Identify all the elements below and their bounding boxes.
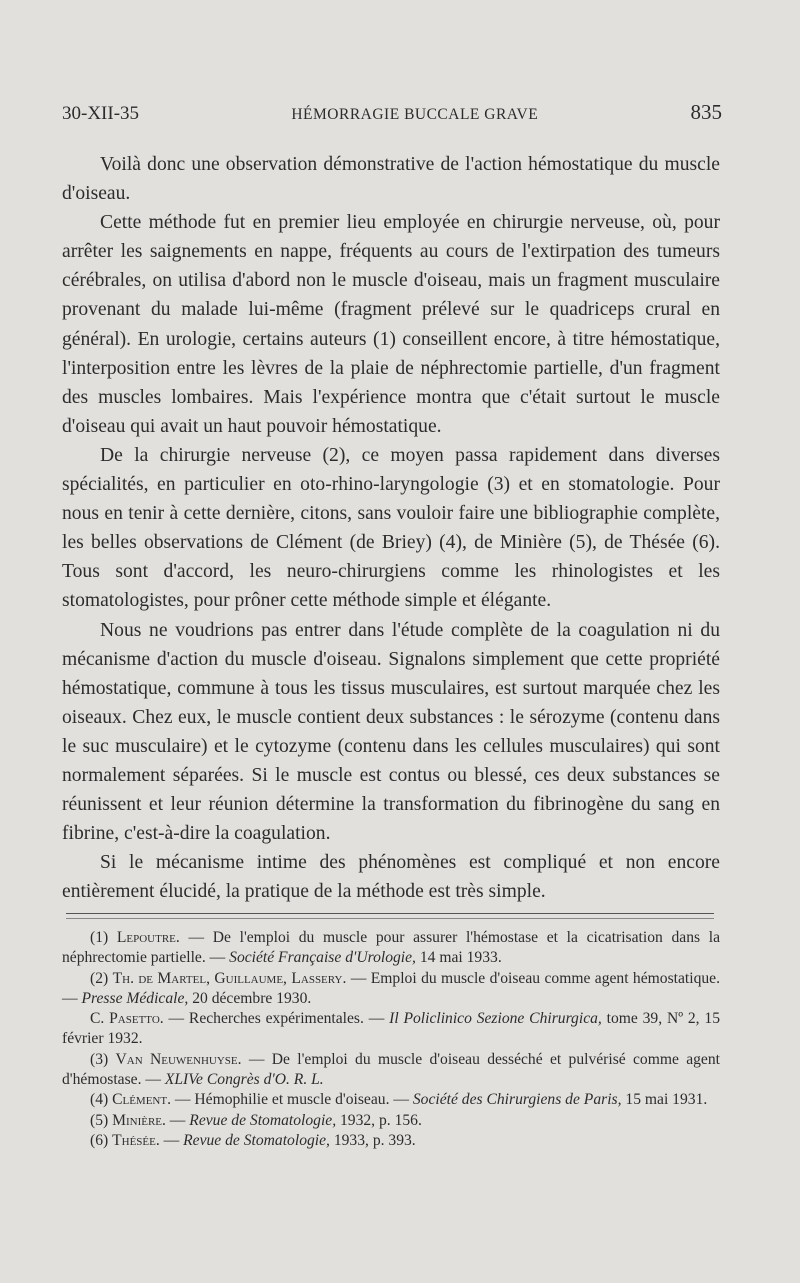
footnote-rule xyxy=(66,913,714,914)
footnote-tail: tome 39, Nº 2, 15 février 1932. xyxy=(62,1010,720,1048)
footnote-5 xyxy=(62,1111,720,1131)
footnote-2b xyxy=(62,1009,720,1050)
footnote-source: Revue de Stomatologie, xyxy=(183,1131,330,1149)
footnote-text: — xyxy=(165,1111,190,1129)
paragraph-1: Voilà donc une observation démonstrative de l'action hémostatique du muscle d'oiseau. xyxy=(62,154,720,205)
footnote-author: Van Neuwenhuyse. xyxy=(115,1050,242,1068)
main-text xyxy=(62,150,720,906)
footnote-text: — De l'emploi du muscle pour assurer l'hémostase et la cicatrisation dans la néphrectomie partielle. — xyxy=(62,929,721,967)
footnote-author: C. Pasetto. xyxy=(90,1010,164,1028)
header-title: HÉMORRAGIE BUCCALE GRAVE xyxy=(291,106,539,123)
footnote-num: (1) xyxy=(90,929,109,946)
paragraph-5: Si le mécanisme intime des phénomènes est compliqué et non encore entièrement élucidé, la pratique de la méthode est très simple. xyxy=(62,852,720,903)
footnote-tail: 1933, p. 393. xyxy=(329,1131,416,1149)
footnote-author: Clément. xyxy=(112,1091,171,1109)
footnote-source: Société des Chirurgiens de Paris, xyxy=(412,1091,622,1109)
footnotes xyxy=(62,928,720,1151)
footnote-text: — Hémophilie et muscle d'oiseau. — xyxy=(171,1091,413,1109)
page-number: 835 xyxy=(690,100,722,124)
footnote-text: — Emploi du muscle d'oiseau comme agent hémostatique. — xyxy=(62,969,720,1007)
footnote-author: Lepoutre. xyxy=(116,929,180,946)
footnote-source: Presse Médicale, xyxy=(81,989,189,1007)
footnote-num: (2) xyxy=(90,969,109,987)
footnote-1 xyxy=(62,928,720,969)
footnote-num: (5) xyxy=(90,1111,109,1129)
footnote-tail: 14 mai 1933. xyxy=(415,949,502,967)
footnote-4 xyxy=(62,1090,720,1110)
footnote-text: — De l'emploi du muscle d'oiseau desséché et pulvérisé comme agent d'hémostase. — xyxy=(62,1050,720,1089)
footnote-text: — xyxy=(159,1131,184,1149)
footnote-source: Revue de Stomatologie, xyxy=(189,1111,337,1129)
footnote-2 xyxy=(62,969,720,1010)
footnote-text: — Recherches expérimentales. — xyxy=(163,1010,390,1028)
footnote-6 xyxy=(62,1131,720,1151)
paragraph-3: De la chirurgie nerveuse (2), ce moyen passa rapidement dans diverses spécialités, en particulier en oto-rhino-laryngologie (3) et en stomatologie. Pour nous en tenir à cette dernière, citons, sans vouloir faire une bibliographie complète, les belles observations de Clément (de Briey) (4), de Minière (5), de Thésée (6). Tous sont d'accord, les neuro-chirurgiens comme les rhinologistes et les stomatologistes, pour prôner cette méthode simple et élégante. xyxy=(62,444,720,612)
footnote-tail: 20 décembre 1930. xyxy=(188,989,312,1007)
footnote-author: Thésée. xyxy=(112,1131,160,1149)
footnote-num: (6) xyxy=(90,1131,109,1149)
footnote-num: (3) xyxy=(90,1050,109,1068)
footnote-source: Société Française d'Urologie, xyxy=(229,949,416,967)
footnote-tail: 1932, p. 156. xyxy=(336,1111,422,1129)
footnote-rule-secondary xyxy=(66,918,714,919)
running-header xyxy=(62,100,722,125)
footnote-author: Th. de Martel, Guillaume, Lassery. xyxy=(112,969,347,987)
paragraph-2: Cette méthode fut en premier lieu employée en chirurgie nerveuse, où, pour arrêter les saignements en nappe, fréquents au cours de l'extirpation des tumeurs cérébrales, on utilisa d'abord non le muscle d'oiseau, mais un fragment musculaire provenant du malade lui-même (fragment prélevé sur le quadriceps crural en général). En urologie, certains auteurs (1) conseillent encore, à titre hémostatique, l'interposition entre les lèvres de la plaie de néphrectomie partielle, d'un fragment des muscles lombaires. Mais l'expérience montra que c'était surtout le muscle d'oiseau qui avait un haut pouvoir hémostatique. xyxy=(62,212,720,437)
footnote-source: Il Policlinico Sezione Chirurgica, xyxy=(389,1010,602,1028)
footnote-source: XLIVe Congrès d'O. R. L. xyxy=(164,1071,324,1089)
header-date: 30-XII-35 xyxy=(62,103,140,124)
footnote-author: Minière. xyxy=(112,1111,166,1129)
paragraph-4: Nous ne voudrions pas entrer dans l'étude complète de la coagulation ni du mécanisme d'action du muscle d'oiseau. Signalons simplement que cette propriété hémostatique, commune à tous les tissus musculaires, est surtout marquée chez les oiseaux. Chez eux, le muscle contient deux substances : le sérozyme (contenu dans le suc musculaire) et le cytozyme (contenu dans les cellules musculaires) qui sont normalement séparées. Si le muscle est contus ou blessé, ces deux substances se réunissent et leur réunion détermine la transformation du fibrinogène du sang en fibrine, c'est-à-dire la coagulation. xyxy=(62,619,720,845)
footnote-tail: 15 mai 1931. xyxy=(621,1091,708,1109)
footnote-3 xyxy=(62,1050,720,1091)
footnote-num: (4) xyxy=(90,1091,109,1109)
